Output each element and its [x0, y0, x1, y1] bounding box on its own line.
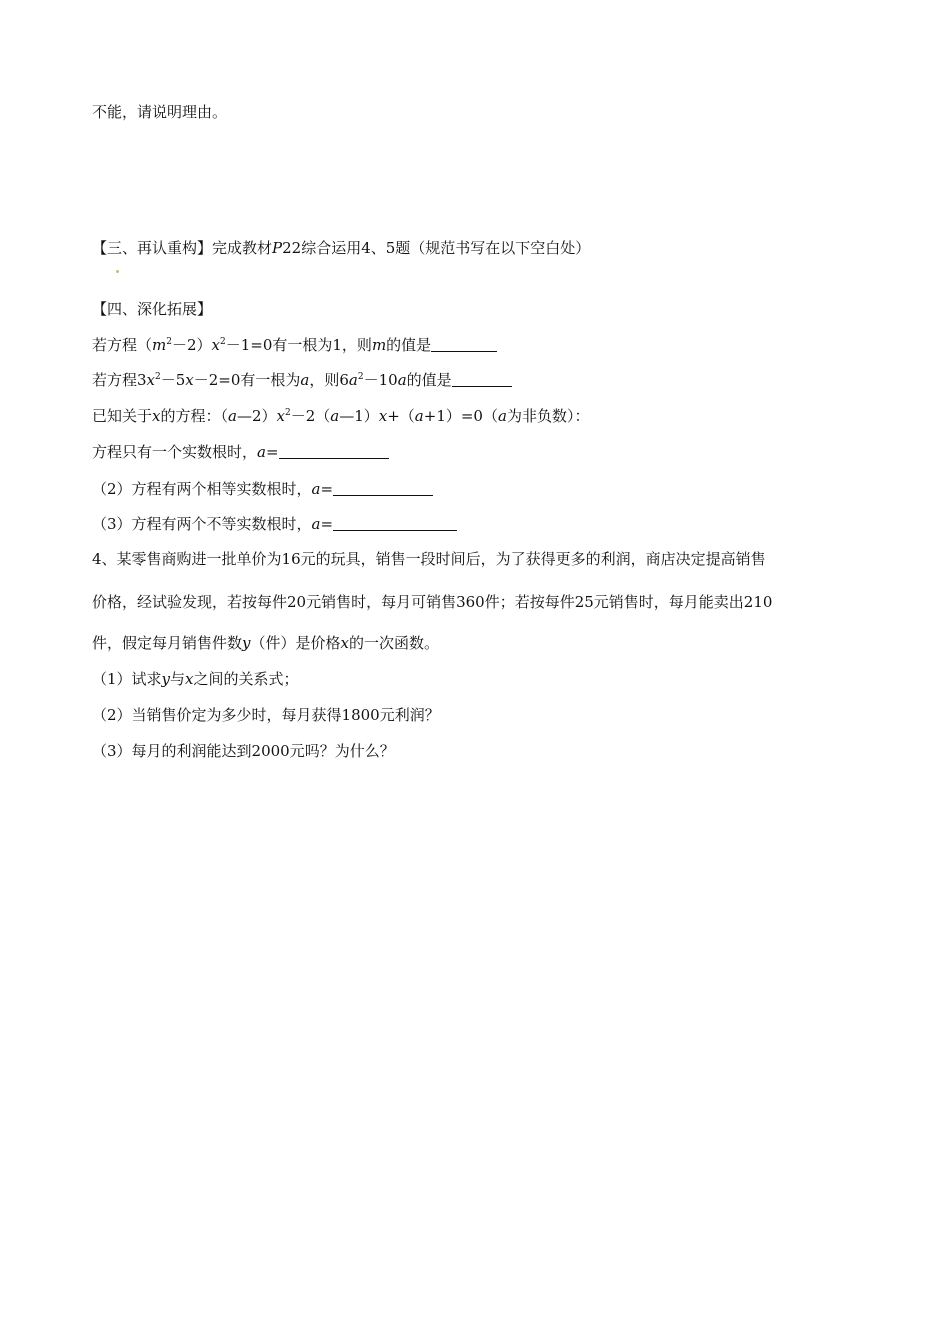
- problem4-line3: 件，假定每月销售件数y（件）是价格x的一次函数。: [92, 634, 439, 652]
- problem4-sub2: （2）当销售价定为多少时，每月获得1800元利润？: [92, 706, 440, 724]
- problem4-sub3: （3）每月的利润能达到2000元吗？为什么？: [92, 742, 395, 760]
- answer-blank[interactable]: [279, 444, 389, 459]
- answer-blank[interactable]: [333, 481, 433, 496]
- problem4-line2: 价格，经试验发现，若按每件20元销售时，每月可销售360件；若按每件25元销售时，每月能卖出210: [92, 593, 773, 611]
- speck-mark: [116, 270, 119, 273]
- question-3-part-3: （3）方程有两个不等实数根时，a=: [92, 514, 457, 534]
- answer-blank[interactable]: [452, 372, 512, 387]
- question-3: 已知关于x的方程：$(a—2)x^2-2(a—1)x+(a+1)=0(a$为非负数）：: [92, 407, 590, 425]
- answer-blank[interactable]: [431, 337, 497, 352]
- problem4-sub1: （1）试求y与x之间的关系式；: [92, 670, 299, 688]
- section4-title: 【四、深化拓展】: [92, 300, 213, 318]
- answer-blank[interactable]: [333, 516, 457, 531]
- question-2: 若方程$3x^2-5x-2=0$有一根为a，则$6a^2-10a$的值是: [92, 370, 512, 390]
- question-1: 若方程$(m^2-2)x^2-1=0$有一根为1，则m的值是: [92, 335, 497, 355]
- section3-line: 【三、再认重构】完成教材P22综合运用4、5题（规范书写在以下空白处）: [92, 239, 591, 257]
- question-3-part-2: （2）方程有两个相等实数根时，a=: [92, 479, 433, 499]
- problem4-line1: 4、某零售商购进一批单价为16元的玩具，销售一段时间后，为了获得更多的利润，商店决定提高销售: [92, 550, 766, 568]
- section3-title: 【三、再认重构】: [92, 239, 213, 257]
- question-3-part-1: 方程只有一个实数根时，a=: [92, 442, 389, 462]
- intro-line: 不能，请说明理由。: [92, 103, 228, 121]
